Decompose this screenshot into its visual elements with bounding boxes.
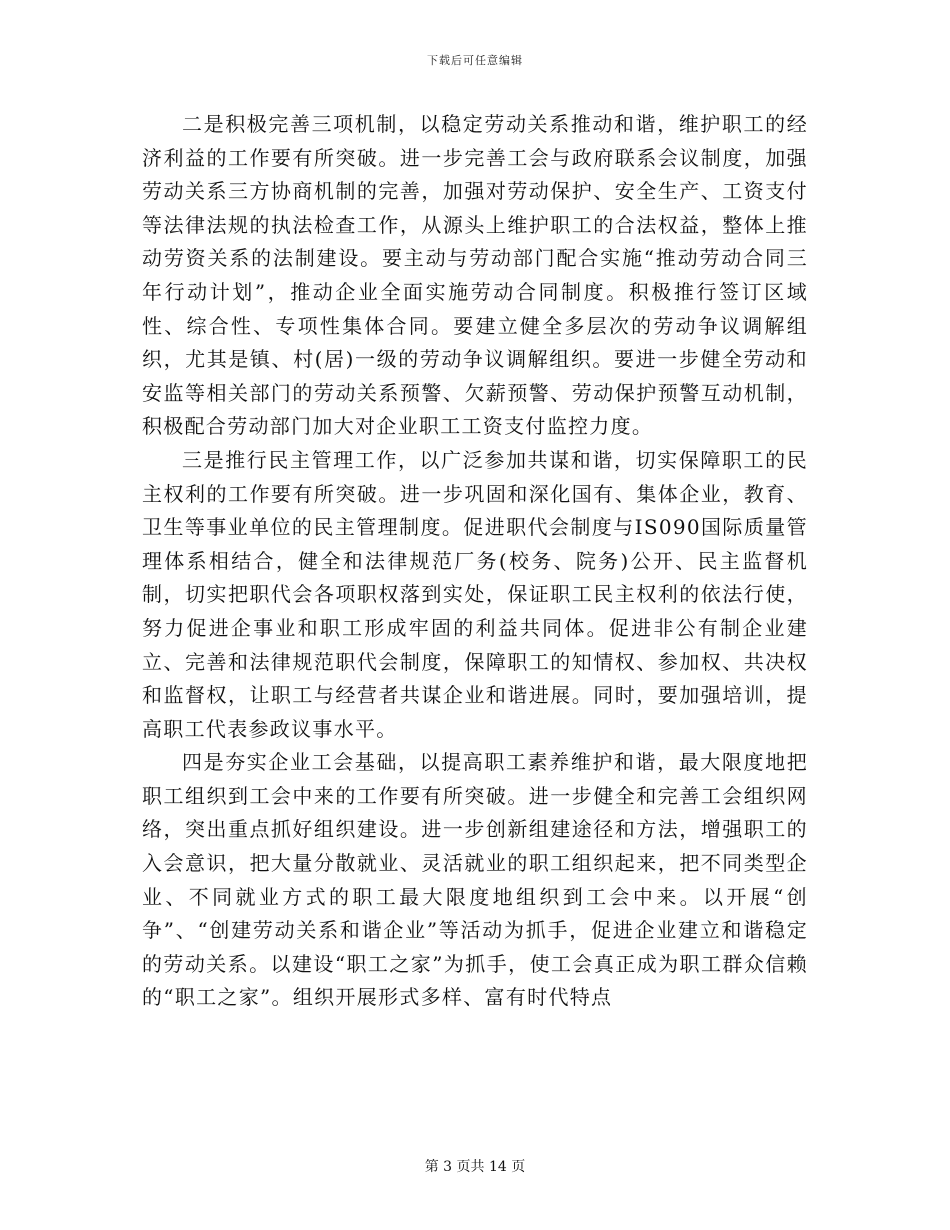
document-body	[142, 108, 808, 1015]
paragraph-2: 二是积极完善三项机制，以稳定劳动关系推动和谐，维护职工的经济利益的工作要有所突破。进一步完善工会与政府联系会议制度，加强劳动关系三方协商机制的完善，加强对劳动保护、安全生产、工资支付等法律法规的执法检查工作，从源头上维护职工的合法权益，整体上推动劳资关系的法制建设。要主动与劳动部门配合实施“推动劳动合同三年行动计划”，推动企业全面实施劳动合同制度。积极推行签订区域性、综合性、专项性集体合同。要建立健全多层次的劳动争议调解组织，尤其是镇、村(居)一级的劳动争议调解组织。要进一步健全劳动和安监等相关部门的劳动关系预警、欠薪预警、劳动保护预警互动机制，积极配合劳动部门加大对企业职工工资支付监控力度。	[142, 112, 808, 439]
paragraph-4: 四是夯实企业工会基础，以提高职工素养维护和谐，最大限度地把职工组织到工会中来的工作要有所突破。进一步健全和完善工会组织网络，突出重点抓好组织建设。进一步创新组建途径和方法，增强职工的入会意识，把大量分散就业、灵活就业的职工组织起来，把不同类型企业、不同就业方式的职工最大限度地组织到工会中来。以开展“创争”、“创建劳动关系和谐企业”等活动为抓手，促进企业建立和谐稳定的劳动关系。以建设“职工之家”为抓手，使工会真正成为职工群众信赖的“职工之家”。组织开展形式多样、富有时代特点	[142, 750, 808, 1010]
paragraph-3: 三是推行民主管理工作，以广泛参加共谋和谐，切实保障职工的民主权利的工作要有所突破。进一步巩固和深化国有、集体企业，教育、卫生等事业单位的民主管理制度。促进职代会制度与IS090国际质量管理体系相结合，健全和法律规范厂务(校务、院务)公开、民主监督机制，切实把职代会各项职权落到实处，保证职工民主权利的依法行使，努力促进企事业和职工形成牢固的利益共同体。促进非公有制企业建立、完善和法律规范职代会制度，保障职工的知情权、参加权、共决权和监督权，让职工与经营者共谋企业和谐进展。同时，要加强培训，提高职工代表参政议事水平。	[142, 447, 808, 741]
page-footer: 第 3 页共 14 页	[424, 1159, 526, 1175]
page-header-note: 下载后可任意编辑	[427, 54, 523, 67]
